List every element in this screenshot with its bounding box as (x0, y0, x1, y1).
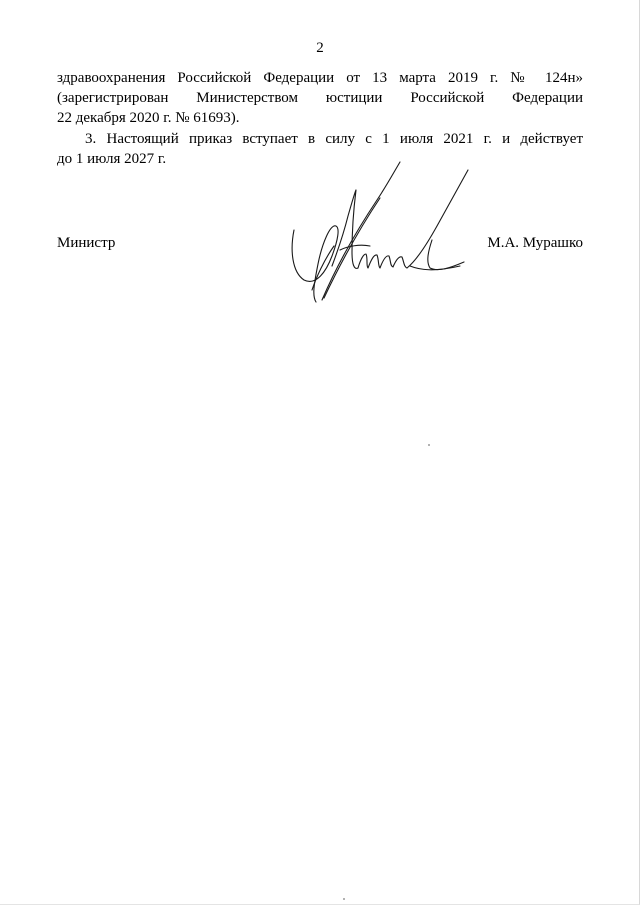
signatory-title: Министр (57, 235, 116, 251)
paragraph-2-line-3: 22 декабря 2020 г. № 61693). (57, 110, 240, 126)
page-number: 2 (316, 40, 324, 56)
paragraph-2-line-1: здравоохранения Российской Федерации от 13 марта 2019 г. № 124н» (57, 70, 583, 86)
handwritten-signature (282, 160, 472, 310)
paragraph-3-line-1: 3. Настоящий приказ вступает в силу с 1 июля 2021 г. и действует (85, 131, 583, 147)
paragraph-3-line-2: до 1 июля 2027 г. (57, 151, 167, 167)
document-body (57, 68, 583, 169)
paragraph-2-line-2: (зарегистрирован Министерством юстиции Российской Федерации (57, 90, 583, 106)
scan-speck (428, 444, 430, 446)
signatory-name: М.А. Мурашко (487, 235, 583, 251)
scan-speck (343, 898, 345, 900)
